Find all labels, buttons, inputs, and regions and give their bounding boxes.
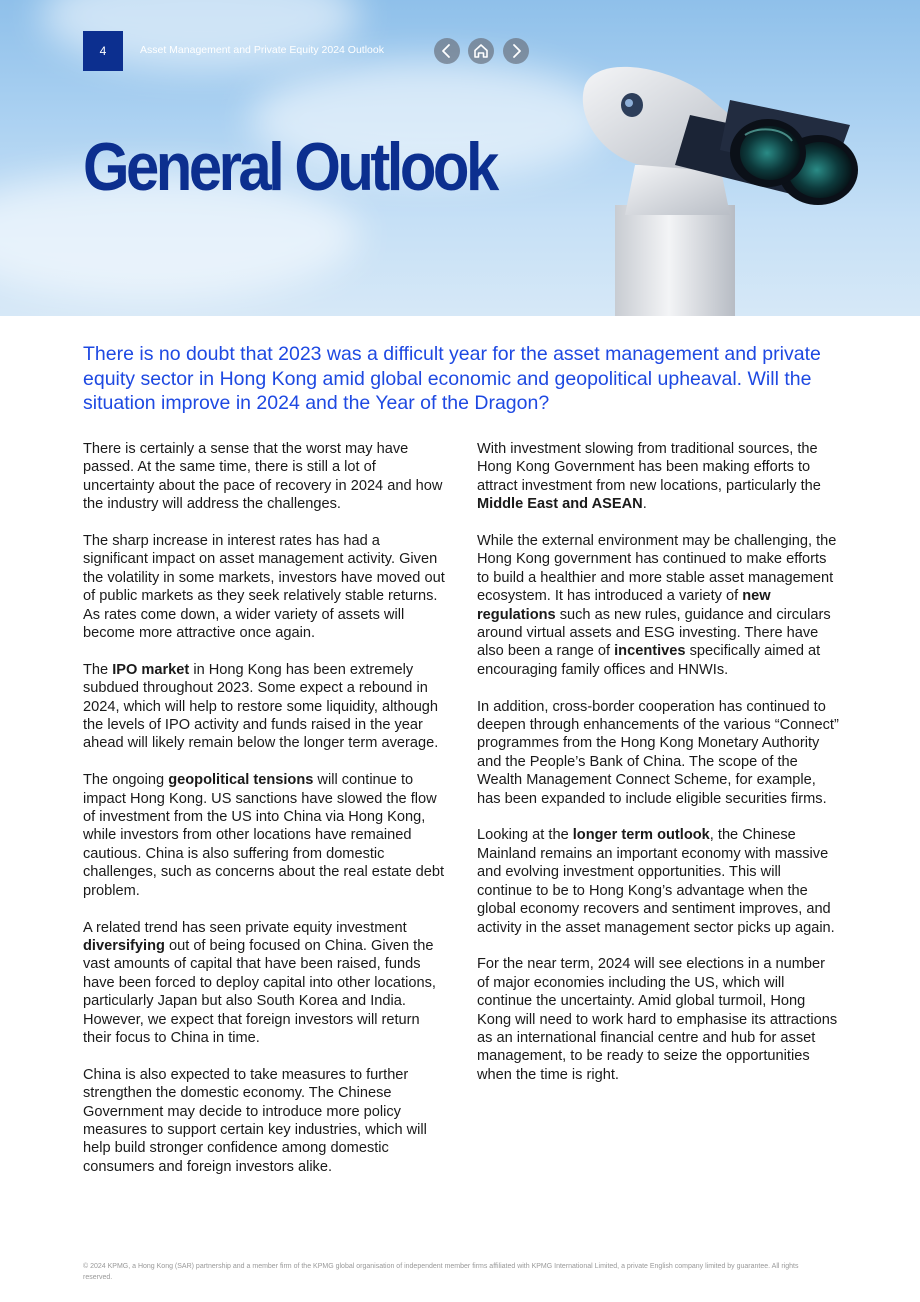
hero-banner — [0, 0, 920, 316]
home-button[interactable] — [468, 38, 494, 64]
left-paragraph-4: The ongoing geopolitical tensions will continue to impact Hong Kong. US sanctions have slowed the flow of investment from the US into China via Hong Kong, while investors from other locations have remained cautious. China is also suffering from domestic challenges, such as concerns about the real estate debt problem. — [83, 772, 445, 899]
previous-page-button[interactable] — [434, 38, 460, 64]
left-paragraph-1: There is certainly a sense that the worst may have passed. At the same time, there is still a lot of uncertainty about the pace of recovery in 2024 and how the industry will address the challenges. — [83, 441, 443, 513]
right-column — [477, 440, 839, 1103]
right-paragraph-4: Looking at the longer term outlook, the Chinese Mainland remains an important economy with massive and evolving investment opportunities. This will continue to be to Hong Kong’s advantage when the global economy recovers and sentiment improves, and activity in the asset management sector picks up again. — [477, 827, 835, 936]
left-paragraph-2: The sharp increase in interest rates has had a significant impact on asset management activity. Given the volatility in some markets, investors have moved out of public markets as they seek relatively stable returns. As rates come down, a wider variety of assets will become more attractive once again. — [83, 533, 445, 642]
chevron-right-icon — [503, 38, 529, 64]
binoculars-image — [580, 55, 880, 316]
home-icon — [468, 38, 494, 64]
next-page-button[interactable] — [503, 38, 529, 64]
bold-longer-term-outlook: longer term outlook — [572, 827, 710, 844]
left-column — [83, 440, 445, 1195]
bold-diversifying: diversifying — [83, 937, 165, 954]
right-paragraph-2: While the external environment may be challenging, the Hong Kong government has continued to make efforts to build a healthier and more stable asset management ecosystem. It has introduced a variety of new regulations such as new rules, guidance and circulars around virtual assets and ESG investing. There have also been a range of incentives specifically aimed at encouraging family offices and HNWIs. — [477, 533, 837, 678]
right-paragraph-1: With investment slowing from traditional sources, the Hong Kong Government has been making efforts to attract investment from new locations, particularly the Middle East and ASEAN. — [477, 441, 821, 513]
page-number: 4 — [83, 31, 123, 71]
bold-incentives: incentives — [614, 643, 686, 660]
bold-new-regulations: new regulations — [477, 588, 771, 623]
left-paragraph-5: A related trend has seen private equity investment diversifying out of being focused on China. Given the vast amounts of capital that have been raised, funds have been forced to deploy capital into other locations, particularly Japan but also South Korea and India. However, we expect that foreign investors will return their focus to China in time. — [83, 919, 436, 1046]
right-paragraph-5: For the near term, 2024 will see elections in a number of major economies including the US, which will continue the uncertainty. Amid global turmoil, Hong Kong will need to work hard to emphasise its attractions as an international financial centre and hub for asset management, to be ready to seize the opportunities when the time is right. — [477, 956, 838, 1083]
copyright-footer: © 2024 KPMG, a Hong Kong (SAR) partnership and a member firm of the KPMG global organisation of independent member firms affiliated with KPMG International Limited, a private English company limited by guarantee. All rights reserved. — [83, 1263, 799, 1281]
bold-ipo-market: IPO market — [112, 661, 190, 678]
page-title: General Outlook — [83, 129, 496, 205]
running-title: Asset Management and Private Equity 2024 Outlook — [140, 44, 384, 56]
chevron-left-icon — [434, 38, 460, 64]
left-paragraph-3: The IPO market in Hong Kong has been extremely subdued throughout 2023. Some expect a rebound in 2024, which will help to restore some liquidity, although the levels of IPO activity and funds raised in the year ahead will likely remain below the longer term average. — [83, 661, 439, 752]
intro-paragraph: There is no doubt that 2023 was a difficult year for the asset management and private equity sector in Hong Kong amid global economic and geopolitical upheaval. Will the situation improve in 2024 and the Year of the Dragon? — [83, 343, 821, 414]
right-paragraph-3: In addition, cross-border cooperation has continued to deepen through enhancements of the various “Connect” programmes from the Hong Kong Monetary Authority and the People’s Bank of China. The scope of the Wealth Management Connect Scheme, for example, has been expanded to include eligible securities firms. — [477, 698, 839, 807]
bold-geopolitical-tensions: geopolitical tensions — [168, 772, 314, 789]
bold-middle-east-asean: Middle East and ASEAN — [477, 496, 643, 513]
left-paragraph-6: China is also expected to take measures to further strengthen the domestic economy. The Chinese Government may decide to introduce more policy measures to support certain key industries, which will help build stronger confidence among domestic consumers and foreign investors alike. — [83, 1066, 427, 1175]
